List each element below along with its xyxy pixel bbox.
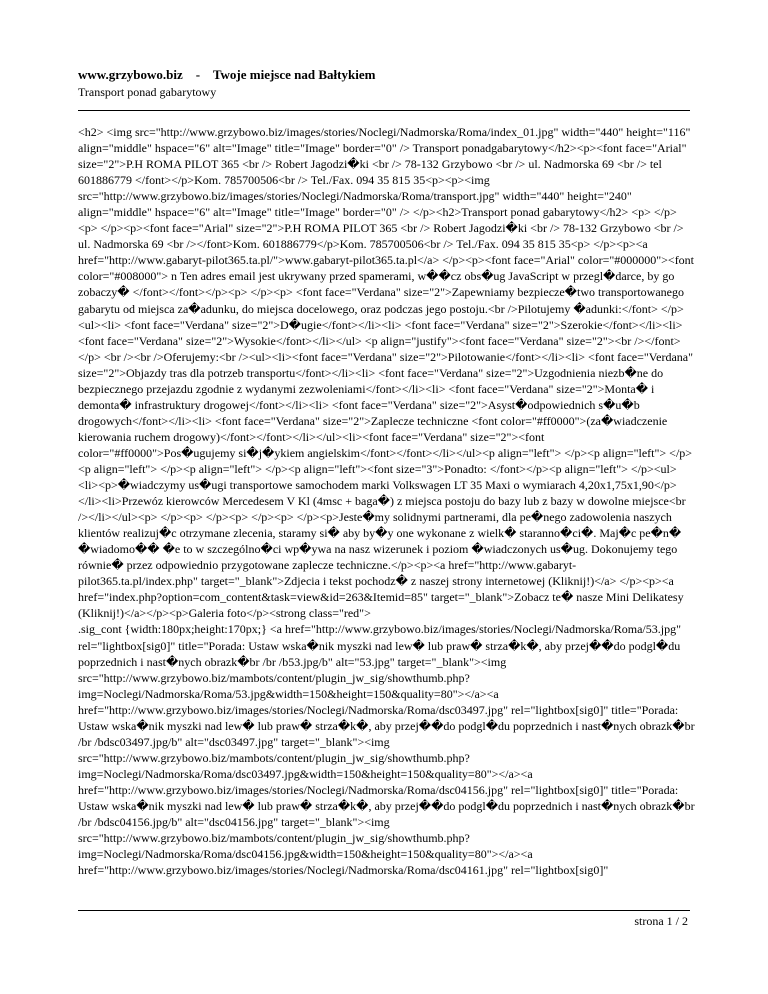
site-url: www.grzybowo.biz [78,67,183,82]
site-tagline: Twoje miejsce nad Bałtykiem [212,67,376,82]
page-number: strona 1 / 2 [634,914,688,928]
document-header [78,66,690,100]
footer-divider [78,910,690,911]
site-title-line [78,66,690,83]
title-separator: - [195,67,201,82]
raw-html-content: <h2> <img src="http://www.grzybowo.biz/images/stories/Noclegi/Nadmorska/Roma/index_01.jpg" width="440" height="116" align="middle" hspace="6" alt="Image" title="Image" border="0" /> Transport ponadgabarytowy</h2><p><font face="Arial" size="2">P.H ROMA PILOT 365 <br /> Robert Jagodzi�ki <br /> 78-132 Grzybowo <br /> ul. Nadmorska 69 <br /> tel 601886779 </font></p>Kom. 785700506<br /> Tel./Fax. 094 35 815 35<p><p><img src="http://www.grzybowo.biz/images/stories/Noclegi/Nadmorska/Roma/transport.jpg" width="440" height="240" align="middle" hspace="6" alt="Image" title="Image" border="0" /> </p><h2>Transport ponad gabarytowy</h2> <p> </p><p> </p><p><font face="Arial" size="2">P.H ROMA PILOT 365 <br /> Robert Jagodzi�ki <br /> 78-132 Grzybowo <br /> ul. Nadmorska 69 <br /></font>Kom. 601886779</p>Kom. 785700506<br /> Tel./Fax. 094 35 815 35<p> </p><p><a href="http://www.gabaryt-pilot365.ta.pl/">www.gabaryt-pilot365.ta.pl</a> </p><p><font face="Arial" color="#000000"><font color="#008000"> n Ten adres email jest ukrywany przed spamerami, w��cz obs�ug JavaScript w przegl�darce, by go zobaczy� </font></font></p><p> </p><p> <font face="Verdana" size="2">Zapewniamy bezpiecze�two transportowanego gabarytu od miejsca za�adunku, do miejsca docelowego, oraz podczas jego postoju.<br />Pilotujemy �adunki:</font> </p><ul><li> <font face="Verdana" size="2">D�ugie</font></li><li> <font face="Verdana" size="2">Szerokie</font></li><li> <font face="Verdana" size="2">Wysokie</font></li></ul> <p align="justify"><font face="Verdana" size="2"><br /></font></p> <br /><br />Oferujemy:<br /><ul><li><font face="Verdana" size="2">Pilotowanie</font></li><li> <font face="Verdana" size="2">Objazdy tras dla potrzeb transportu</font></li><li> <font face="Verdana" size="2">Uzgodnienia niezb�ne do bezpiecznego przejazdu zgodnie z wydanymi zezwoleniami</font></li><li> <font face="Verdana" size="2">Monta� i demonta� infrastruktury drogowej</font></li><li> <font face="Verdana" size="2">Asyst�odpowiednich s�u�b drogowych</font></li><li> <font face="Verdana" size="2">Zaplecze techniczne <font color="#ff0000">(za�wiadczenie kierowania ruchem drogowy)</font></font></li></ul><li><font face="Verdana" size="2"><font color="#ff0000">Pos�ugujemy si�j�ykiem angielskim</font></font></li></ul><p align="left"> </p><p align="left"> </p><p align="left"> </p><p align="left"> </p><p align="left"><font size="3">Ponadto: </font></p><p align="left"> </p><ul><li><p>�wiadczymy us�ugi transportowe samochodem marki Volkswagen LT 35 Maxi o wymiarach 4,20x1,75x1,90</p></li><li>Przewóz kierowców Mercedesem V Kl (4msc + baga�) z miejsca postoju do bazy lub z bazy w dowolne miejsce<br /></li></ul><p> </p><p> </p><p> </p><p> </p><p>Jeste�my solidnymi partnerami, dla pe�nego zadowolenia naszych klientów realizuj�c otrzymane zlecenia, staramy si� aby by�y one wykonane z wielk� staranno�ci�. Maj�c pe�n� �wiadomo�� �e to w szczególno�ci wp�ywa na nasz wizerunek i poziom �wiadczonych us�ug. Dokonujemy tego równie� przez odpowiednio przygotowane zaplecze techniczne.</p><p><a href="http://www.gabaryt-pilot365.ta.pl/index.php" target="_blank">Zdjecia i tekst pochodz� z naszej strony internetowej (Kliknij!)</a> </p><p><a href="index.php?option=com_content&task=view&id=263&Itemid=85" target="_blank">Zobacz te� nasze Mini Delikatesy (Kliknij!)</a></p><p>Galeria foto</p><strong class="red"> .sig_cont {width:180px;height:170px;} <a href="http://www.grzybowo.biz/images/stories/Noclegi/Nadmorska/Roma/53.jpg" rel="lightbox[sig0]" title="Porada: Ustaw wska�nik myszki nad lew� lub praw� strza�k�, aby przej��do podgl�du poprzednich i nast�nych obrazk�br /br /b53.jpg/b" alt="53.jpg" target="_blank"><img src="http://www.grzybowo.biz/mambots/content/plugin_jw_sig/showthumb.php?img=Noclegi/Nadmorska/Roma/53.jpg&width=150&height=150&quality=80"></a><a href="http://www.grzybowo.biz/images/stories/Noclegi/Nadmorska/Roma/dsc03497.jpg" rel="lightbox[sig0]" title="Porada: Ustaw wska�nik myszki nad lew� lub praw� strza�k�, aby przej��do podgl�du poprzednich i nast�nych obrazk�br /br /bdsc03497.jpg/b" alt="dsc03497.jpg" target="_blank"><img src="http://www.grzybowo.biz/mambots/content/plugin_jw_sig/showthumb.php?img=Noclegi/Nadmorska/Roma/dsc03497.jpg&width=150&height=150&quality=80"></a><a href="http://www.grzybowo.biz/images/stories/Noclegi/Nadmorska/Roma/dsc04156.jpg" rel="lightbox[sig0]" title="Porada: Ustaw wska�nik myszki nad lew� lub praw� strza�k�, aby przej��do podgl�du poprzednich i nast�nych obrazk�br /br /bdsc04156.jpg/b" alt="dsc04156.jpg" target="_blank"><img src="http://www.grzybowo.biz/mambots/content/plugin_jw_sig/showthumb.php?img=Noclegi/Nadmorska/Roma/dsc04156.jpg&width=150&height=150&quality=80"></a><a href="http://www.grzybowo.biz/images/stories/Noclegi/Nadmorska/Roma/dsc04161.jpg" rel="lightbox[sig0]" [78,125,695,878]
header-divider [78,110,690,111]
document-subtitle: Transport ponad gabarytowy [78,85,217,99]
